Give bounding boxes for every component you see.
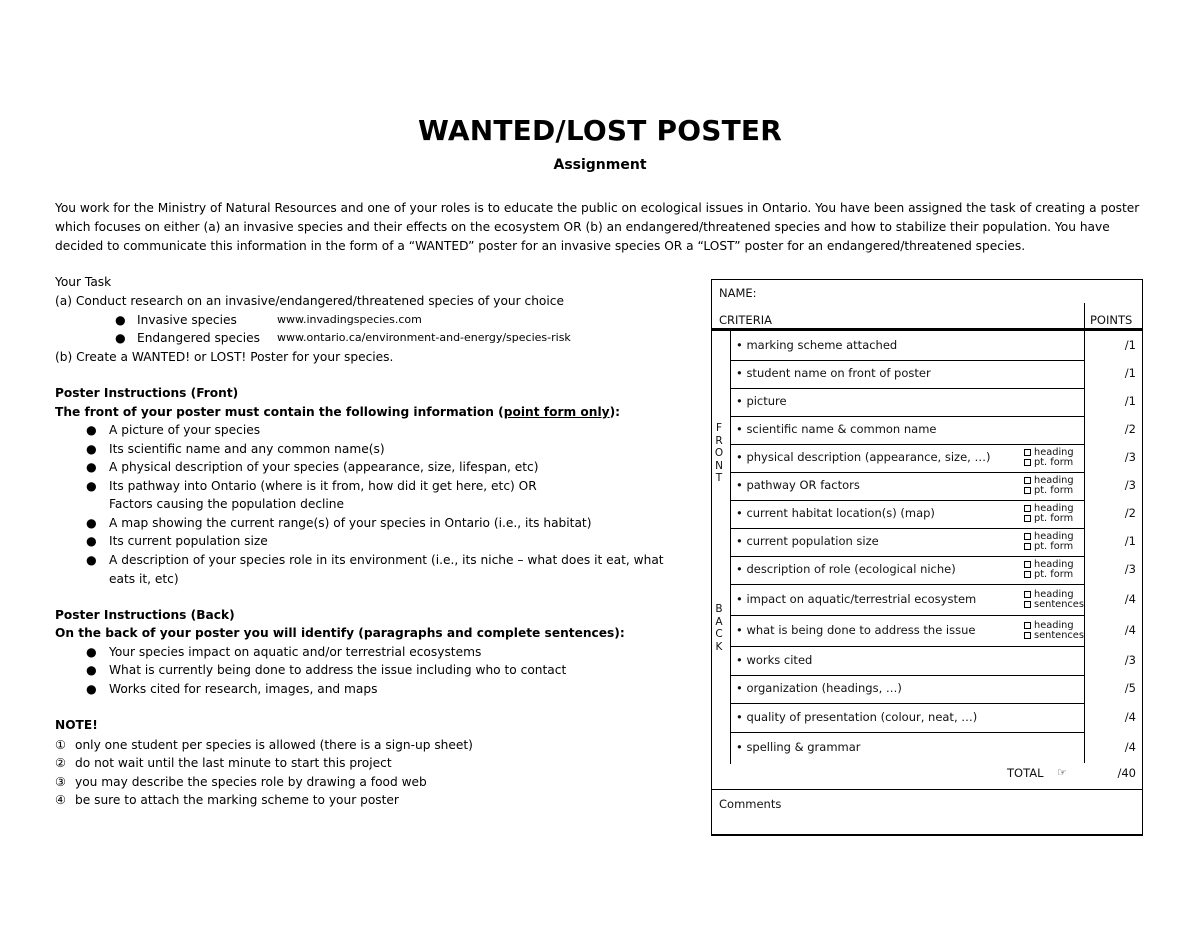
rubric-criterion: • scientific name & common name (736, 422, 937, 436)
bullet-icon: ● (86, 663, 97, 677)
bullet-icon: ● (86, 645, 97, 659)
front-item-text: A picture of your species (109, 423, 261, 437)
checkbox-icon[interactable] (1024, 601, 1031, 608)
back-item-text: What is currently being done to address the issue including who to contact (109, 663, 567, 677)
front-item-text: A map showing the current range(s) of your species in Ontario (i.e., its habitat) (109, 516, 592, 530)
checkbox-icon[interactable] (1024, 622, 1031, 629)
note-heading: NOTE! (55, 718, 98, 732)
rubric-checklist (1024, 532, 1074, 552)
rubric-points: /1 (1124, 337, 1136, 352)
note-item-text: be sure to attach the marking scheme to your poster (75, 793, 399, 807)
rubric-comments-divider (711, 789, 1143, 790)
note-item (55, 773, 427, 791)
checkbox-label: heading (1034, 559, 1074, 570)
rubric-criterion: • pathway OR factors (736, 478, 860, 492)
rubric-points: /4 (1124, 709, 1136, 724)
bullet-icon: ● (86, 516, 97, 530)
rubric-criterion: • current habitat location(s) (map) (736, 506, 935, 520)
task-item-a: (a) Conduct research on an invasive/endangered/threatened species of your choice (55, 294, 564, 308)
section-letter: C (715, 628, 723, 640)
bullet-icon: ● (86, 479, 97, 493)
rubric-criterion: • spelling & grammar (736, 740, 861, 754)
front-item-text: Factors causing the population decline (109, 497, 345, 511)
rubric-criterion: • student name on front of poster (736, 366, 931, 380)
checkbox-label: sentences (1034, 598, 1084, 610)
section-letter: R (715, 434, 723, 447)
rubric-criterion: • picture (736, 394, 787, 408)
checkbox-icon[interactable] (1024, 591, 1031, 598)
endangered-url[interactable]: www.ontario.ca/environment-and-energy/species-risk (277, 331, 571, 344)
page-subtitle: Assignment (553, 157, 647, 173)
task-heading: Your Task (55, 275, 112, 289)
rubric-criterion: • description of role (ecological niche) (736, 562, 956, 576)
section-letter: A (715, 615, 723, 628)
front-item-text: A physical description of your species (appearance, size, lifespan, etc) (109, 460, 539, 474)
rubric-criterion: • impact on aquatic/terrestrial ecosystem (736, 591, 977, 606)
rubric-criterion: • quality of presentation (colour, neat, …) (736, 709, 978, 724)
checkbox-icon[interactable] (1024, 632, 1031, 639)
checkbox-icon[interactable] (1024, 459, 1031, 466)
marking-scheme (711, 279, 1143, 836)
rubric-criteria-header: CRITERIA (719, 313, 772, 327)
bullet-icon: ● (86, 682, 97, 696)
checkbox-label: pt. form (1034, 541, 1074, 552)
rubric-criterion: • physical description (appearance, size, …) (736, 450, 991, 464)
checkbox-label: heading (1034, 475, 1074, 486)
checkbox-item[interactable] (1024, 570, 1074, 580)
task-item-b: (b) Create a WANTED! or LOST! Poster for your species. (55, 350, 394, 364)
front-lead-end: ): (609, 405, 621, 419)
checkbox-icon[interactable] (1024, 487, 1031, 494)
front-item-text: A description of your species role in its environment (i.e., its niche – what does it eat, what (109, 553, 664, 567)
rubric-points: /3 (1124, 478, 1136, 492)
number-circle-icon: ② (55, 756, 66, 770)
rubric-row-divider (730, 584, 1084, 585)
rubric-bottom-border (711, 834, 1143, 836)
checkbox-item[interactable] (1024, 458, 1074, 468)
rubric-points-divider (1084, 303, 1085, 763)
back-item-text: Your species impact on aquatic and/or terrestrial ecosystems (109, 645, 482, 659)
rubric-points-header: POINTS (1090, 313, 1133, 327)
checkbox-icon[interactable] (1024, 543, 1031, 550)
bullet-icon: ● (86, 460, 97, 474)
number-circle-icon: ① (55, 738, 66, 752)
section-letter: O (714, 447, 724, 459)
rubric-checklist (1024, 560, 1074, 580)
rubric-checklist (1024, 621, 1084, 641)
rubric-back-label (714, 603, 724, 653)
rubric-points: /1 (1124, 394, 1136, 408)
rubric-back-divider (730, 584, 731, 764)
rubric-criterion: • organization (headings, …) (736, 681, 902, 695)
checkbox-label: sentences (1034, 629, 1084, 641)
note-item-text: you may describe the species role by drawing a food web (75, 775, 427, 789)
rubric-comments-label: Comments (719, 797, 782, 811)
bullet-icon: ● (86, 423, 97, 437)
checkbox-item[interactable] (1024, 600, 1084, 610)
intro-paragraph: You work for the Ministry of Natural Resources and one of your roles is to educate the public on ecological issues in Ontario. You have been assigned the task of creating a poster which focuses on either (a) an invasive species and their effects on the ecosystem OR (b) an endangered/threatened species and how to stabilize their population. You have decided to communicate this information in the form of a “WANTED” poster for an invasive species OR a “LOST” poster for an endangered/threatened species. (55, 201, 1140, 253)
rubric-criterion: • what is being done to address the issue (736, 622, 976, 637)
rubric-name-label: NAME: (719, 286, 757, 300)
rubric-checklist (1024, 448, 1074, 468)
checkbox-label: heading (1034, 619, 1074, 631)
checkbox-item[interactable] (1024, 631, 1084, 641)
rubric-row-divider (730, 703, 1084, 704)
endangered-label: Endangered species (137, 331, 260, 345)
front-lead-text: The front of your poster must contain the following information ( (55, 405, 504, 419)
rubric-points: /3 (1124, 652, 1136, 667)
checkbox-item[interactable] (1024, 514, 1074, 524)
note-item-text: only one student per species is allowed (there is a sign-up sheet) (75, 738, 473, 752)
bullet-icon: ● (86, 442, 97, 456)
rubric-front-label (714, 422, 724, 485)
checkbox-label: pt. form (1034, 485, 1074, 496)
checkbox-icon[interactable] (1024, 477, 1031, 484)
front-lead-underline: point form only (503, 405, 610, 419)
rubric-points: /3 (1124, 450, 1136, 464)
rubric-points: /1 (1124, 366, 1136, 380)
rubric-points: /4 (1124, 591, 1136, 606)
checkbox-label: pt. form (1034, 569, 1074, 580)
section-letter: T (715, 472, 723, 484)
rubric-row-divider (730, 615, 1084, 616)
checkbox-icon[interactable] (1024, 505, 1031, 512)
front-item-text: Its scientific name and any common name(s) (109, 442, 385, 456)
rubric-points: /2 (1124, 506, 1136, 520)
checkbox-label: heading (1034, 588, 1074, 600)
section-letter: F (715, 422, 723, 434)
bullet-icon: ● (86, 553, 97, 567)
section-letter: B (715, 603, 723, 615)
section-letter: K (715, 640, 723, 653)
rubric-row-divider (730, 528, 1084, 529)
invasive-label: Invasive species (137, 313, 237, 327)
pointing-hand-icon: ☞ (1057, 766, 1067, 779)
note-item (55, 736, 473, 754)
number-circle-icon: ③ (55, 775, 66, 789)
front-item-text: Its current population size (109, 534, 268, 548)
front-item-text: Its pathway into Ontario (where is it from, how did it get here, etc) OR (109, 479, 537, 493)
rubric-points: /2 (1124, 422, 1136, 436)
rubric-checklist (1024, 476, 1074, 496)
bullet-icon: ● (115, 313, 126, 327)
rubric-row-divider (730, 472, 1084, 473)
number-circle-icon: ④ (55, 793, 66, 807)
rubric-row-divider (730, 675, 1084, 676)
front-item-text: eats it, etc) (109, 572, 179, 586)
checkbox-icon[interactable] (1024, 449, 1031, 456)
back-item-text: Works cited for research, images, and maps (109, 682, 378, 696)
checkbox-label: heading (1034, 503, 1074, 514)
rubric-points: /3 (1124, 562, 1136, 576)
rubric-total-points: /40 (1117, 766, 1136, 780)
rubric-row-divider (730, 360, 1084, 361)
checkbox-icon[interactable] (1024, 533, 1031, 540)
front-heading: Poster Instructions (Front) (55, 386, 239, 400)
rubric-total-label: TOTAL (1007, 766, 1044, 780)
page-title: WANTED/LOST POSTER (418, 114, 782, 147)
bullet-icon: ● (86, 534, 97, 548)
rubric-checklist (1024, 504, 1074, 524)
rubric-points: /5 (1124, 681, 1136, 695)
rubric-points: /1 (1124, 534, 1136, 548)
rubric-row-divider (730, 732, 1084, 733)
rubric-row-divider (730, 646, 1084, 647)
checkbox-label: pt. form (1034, 457, 1074, 468)
rubric-criterion: • marking scheme attached (736, 337, 898, 352)
rubric-row-divider (730, 500, 1084, 501)
rubric-header-divider (711, 328, 1143, 331)
rubric-points: /4 (1124, 740, 1136, 754)
checkbox-item[interactable] (1024, 542, 1074, 552)
checkbox-icon[interactable] (1024, 515, 1031, 522)
rubric-row-divider (730, 444, 1084, 445)
rubric-checklist (1024, 590, 1084, 610)
checkbox-icon[interactable] (1024, 561, 1031, 568)
rubric-row-divider (730, 388, 1084, 389)
checkbox-label: pt. form (1034, 513, 1074, 524)
rubric-row-divider (730, 556, 1084, 557)
rubric-criterion: • current population size (736, 534, 879, 548)
rubric-row-divider (730, 416, 1084, 417)
rubric-criterion: • works cited (736, 652, 813, 667)
rubric-points: /4 (1124, 622, 1136, 637)
checkbox-icon[interactable] (1024, 571, 1031, 578)
checkbox-label: heading (1034, 447, 1074, 458)
note-item-text: do not wait until the last minute to start this project (75, 756, 392, 770)
bullet-icon: ● (115, 331, 126, 345)
rubric-front-divider (730, 331, 731, 584)
note-item (55, 754, 392, 772)
front-lead (55, 403, 620, 421)
invasive-url[interactable]: www.invadingspecies.com (277, 313, 422, 326)
checkbox-label: heading (1034, 531, 1074, 542)
back-heading: Poster Instructions (Back) (55, 608, 235, 622)
checkbox-item[interactable] (1024, 486, 1074, 496)
note-item (55, 791, 399, 809)
back-lead: On the back of your poster you will identify (paragraphs and complete sentences): (55, 626, 625, 640)
section-letter: N (715, 459, 723, 472)
